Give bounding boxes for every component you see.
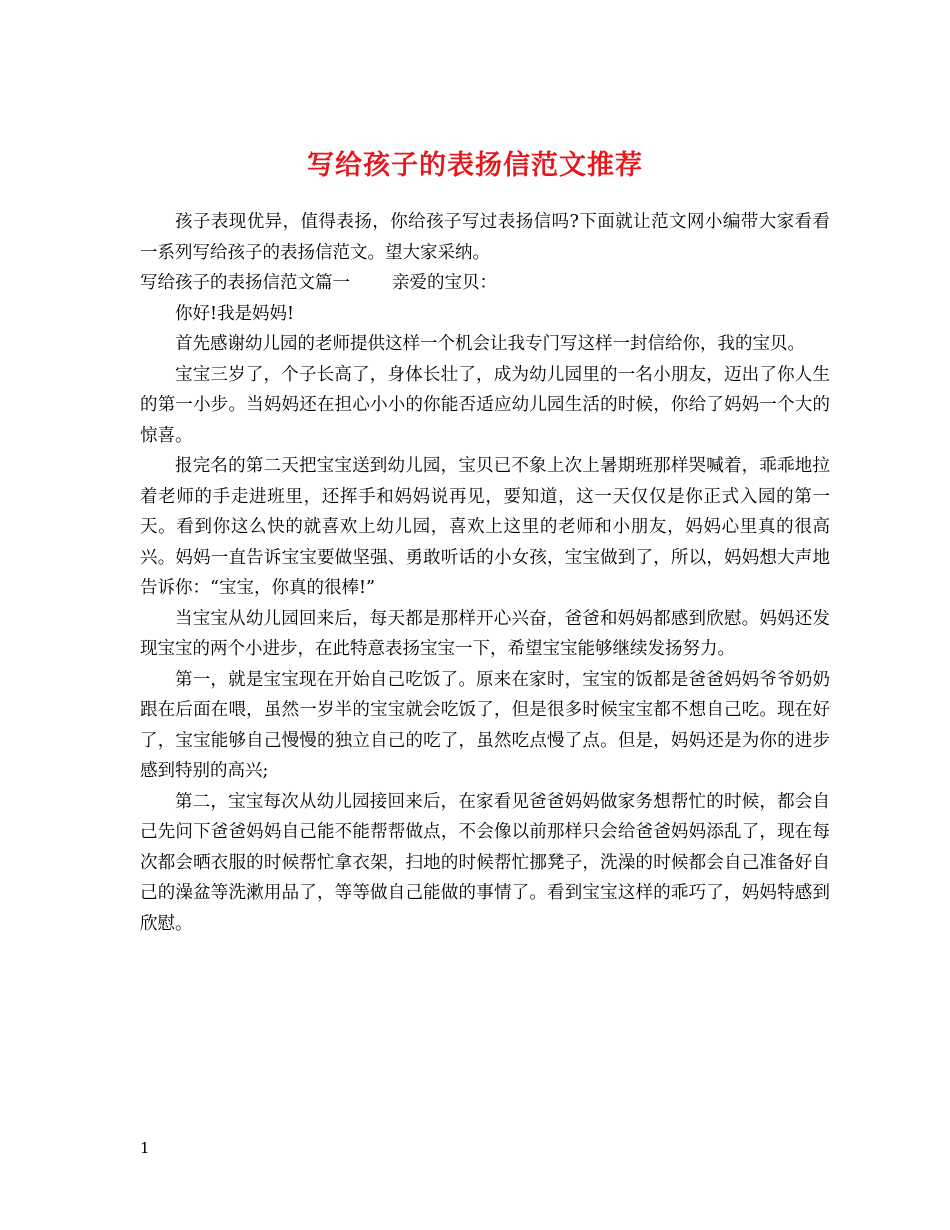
body-paragraph: 当宝宝从幼儿园回来后，每天都是那样开心兴奋，爸爸和妈妈都感到欣慰。妈妈还发现宝宝的两个小进步，在此特意表扬宝宝一下，希望宝宝能够继续发扬努力。	[140, 608, 830, 659]
body-paragraph: 首先感谢幼儿园的老师提供这样一个机会让我专门写这样一封信给你，我的宝贝。	[175, 334, 805, 354]
body-paragraph: 宝宝三岁了，个子长高了，身体长壮了，成为幼儿园里的一名小朋友，迈出了你人生的第一小步。当妈妈还在担心小小的你能否适应幼儿园生活的时候，你给了妈妈一个大的惊喜。	[140, 364, 830, 446]
body-paragraph: 第二，宝宝每次从幼儿园接回来后，在家看见爸爸妈妈做家务想帮忙的时候，都会自己先问下爸爸妈妈自己能不能帮帮做点，不会像以前那样只会给爸爸妈妈添乱了，现在每次都会晒衣服的时候帮忙拿衣架，扫地的时候帮忙挪凳子，洗澡的时候都会自己准备好自己的澡盆等洗漱用品了，等等做自己能做的事情了。看到宝宝这样的乖巧了，妈妈特感到欣慰。	[140, 791, 830, 934]
document-body	[140, 207, 830, 939]
page-title: 写给孩子的表扬信范文推荐	[307, 150, 643, 182]
body-paragraph: 报完名的第二天把宝宝送到幼儿园，宝贝已不象上次上暑期班那样哭喊着，乖乖地拉着老师的手走进班里，还挥手和妈妈说再见，要知道，这一天仅仅是你正式入园的第一天。看到你这么快的就喜欢上幼儿园，喜欢上这里的老师和小朋友，妈妈心里真的很高兴。妈妈一直告诉宝宝要做坚强、勇敢听话的小女孩，宝宝做到了，所以，妈妈想大声地告诉你：“宝宝，你真的很棒!”	[140, 456, 830, 598]
section-heading-line	[140, 268, 830, 299]
salutation: 亲爱的宝贝：	[392, 273, 497, 293]
page-number: 1	[140, 1139, 150, 1157]
body-paragraph: 第一，就是宝宝现在开始自己吃饭了。原来在家时，宝宝的饭都是爸爸妈妈爷爷奶奶跟在后面在喂，虽然一岁半的宝宝就会吃饭了，但是很多时候宝宝都不想自己吃。现在好了，宝宝能够自己慢慢的独立自己的吃了，虽然吃点慢了点。但是，妈妈还是为你的进步感到特别的高兴;	[140, 669, 830, 781]
section-heading: 写给孩子的表扬信范文篇一	[140, 273, 350, 293]
greeting-paragraph: 你好!我是妈妈!	[175, 303, 295, 324]
intro-paragraph: 孩子表现优异，值得表扬，你给孩子写过表扬信吗?下面就让范文网小编带大家看看一系列写给孩子的表扬信范文。望大家采纳。	[140, 212, 830, 263]
